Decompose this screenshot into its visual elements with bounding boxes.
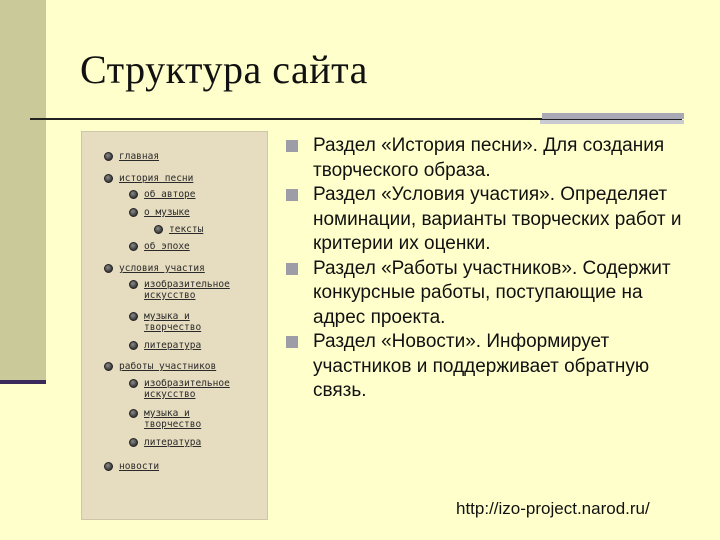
node-bullet-icon [129,341,138,350]
sitemap-node-label: главная [119,151,160,162]
sitemap-node[interactable] [129,189,195,200]
sitemap-node-label: изобразительное искусство [144,378,230,400]
sitemap-node-label: новости [119,461,160,472]
node-bullet-icon [129,280,138,289]
square-bullet-icon [286,140,298,152]
sitemap-node-label: работы участников [119,361,217,372]
sitemap-node-label: литература [144,340,202,351]
node-bullet-icon [129,190,138,199]
sitemap-node-label: музыка и творчество [144,408,202,430]
node-bullet-icon [104,462,113,471]
node-bullet-icon [129,379,138,388]
sitemap-node[interactable] [129,378,230,400]
sitemap-node[interactable] [104,461,159,472]
sitemap-node[interactable] [104,173,193,184]
sitemap-node[interactable] [129,279,230,301]
sitemap-node-label: об эпохе [144,241,190,252]
square-bullet-icon [286,189,298,201]
bullet-text: Раздел «Работы участников». Содержит конкурсные работы, поступающие на адрес проекта. [313,257,671,328]
sitemap-node[interactable] [129,207,190,218]
node-bullet-icon [104,152,113,161]
square-bullet-icon [286,336,298,348]
sitemap-node-label: условия участия [119,263,205,274]
title-divider-accent-shadow [540,120,684,124]
node-bullet-icon [104,174,113,183]
sitemap-node[interactable] [129,408,201,430]
node-bullet-icon [129,208,138,217]
sitemap-node-label: музыка и творчество [144,311,202,333]
square-bullet-icon [286,263,298,275]
node-bullet-icon [129,242,138,251]
bullet-text: Раздел «История песни». Для создания творческого образа. [313,135,665,181]
sitemap-node-label: тексты [169,224,204,235]
sitemap-node-label: история песни [119,173,194,184]
project-url[interactable]: http://izo-project.narod.ru/ [456,499,650,518]
sitemap-node[interactable] [104,263,205,274]
sitemap-node[interactable] [129,437,201,448]
sitemap-node[interactable] [129,241,190,252]
bullet-text: Раздел «Новости». Информирует участников и поддерживает обратную связь. [313,331,650,401]
sitemap-node[interactable] [154,224,203,235]
bullet-item [284,183,694,257]
left-accent-bar [0,0,46,384]
node-bullet-icon [104,264,113,273]
node-bullet-icon [129,312,138,321]
sitemap-image [81,131,268,520]
title-divider-accent [542,113,684,119]
sitemap-node[interactable] [129,340,201,351]
node-bullet-icon [154,225,163,234]
sitemap-node-label: изобразительное искусство [144,279,230,301]
sitemap-node[interactable] [104,361,216,372]
left-accent-bar-edge [0,380,46,384]
sitemap-node-label: об авторе [144,189,196,200]
bullet-text: Раздел «Условия участия». Определяет номинации, варианты творческих работ и критерии их оценки. [313,184,682,254]
sitemap-node[interactable] [129,311,201,333]
bullet-list [284,134,694,404]
node-bullet-icon [129,438,138,447]
bullet-item [284,134,694,183]
sitemap-node[interactable] [104,151,159,162]
sitemap-node-label: литература [144,437,202,448]
slide-title: Структура сайта [80,47,368,92]
bullet-item [284,330,694,404]
bullet-item [284,257,694,331]
sitemap-node-label: о музыке [144,207,190,218]
node-bullet-icon [129,409,138,418]
node-bullet-icon [104,362,113,371]
